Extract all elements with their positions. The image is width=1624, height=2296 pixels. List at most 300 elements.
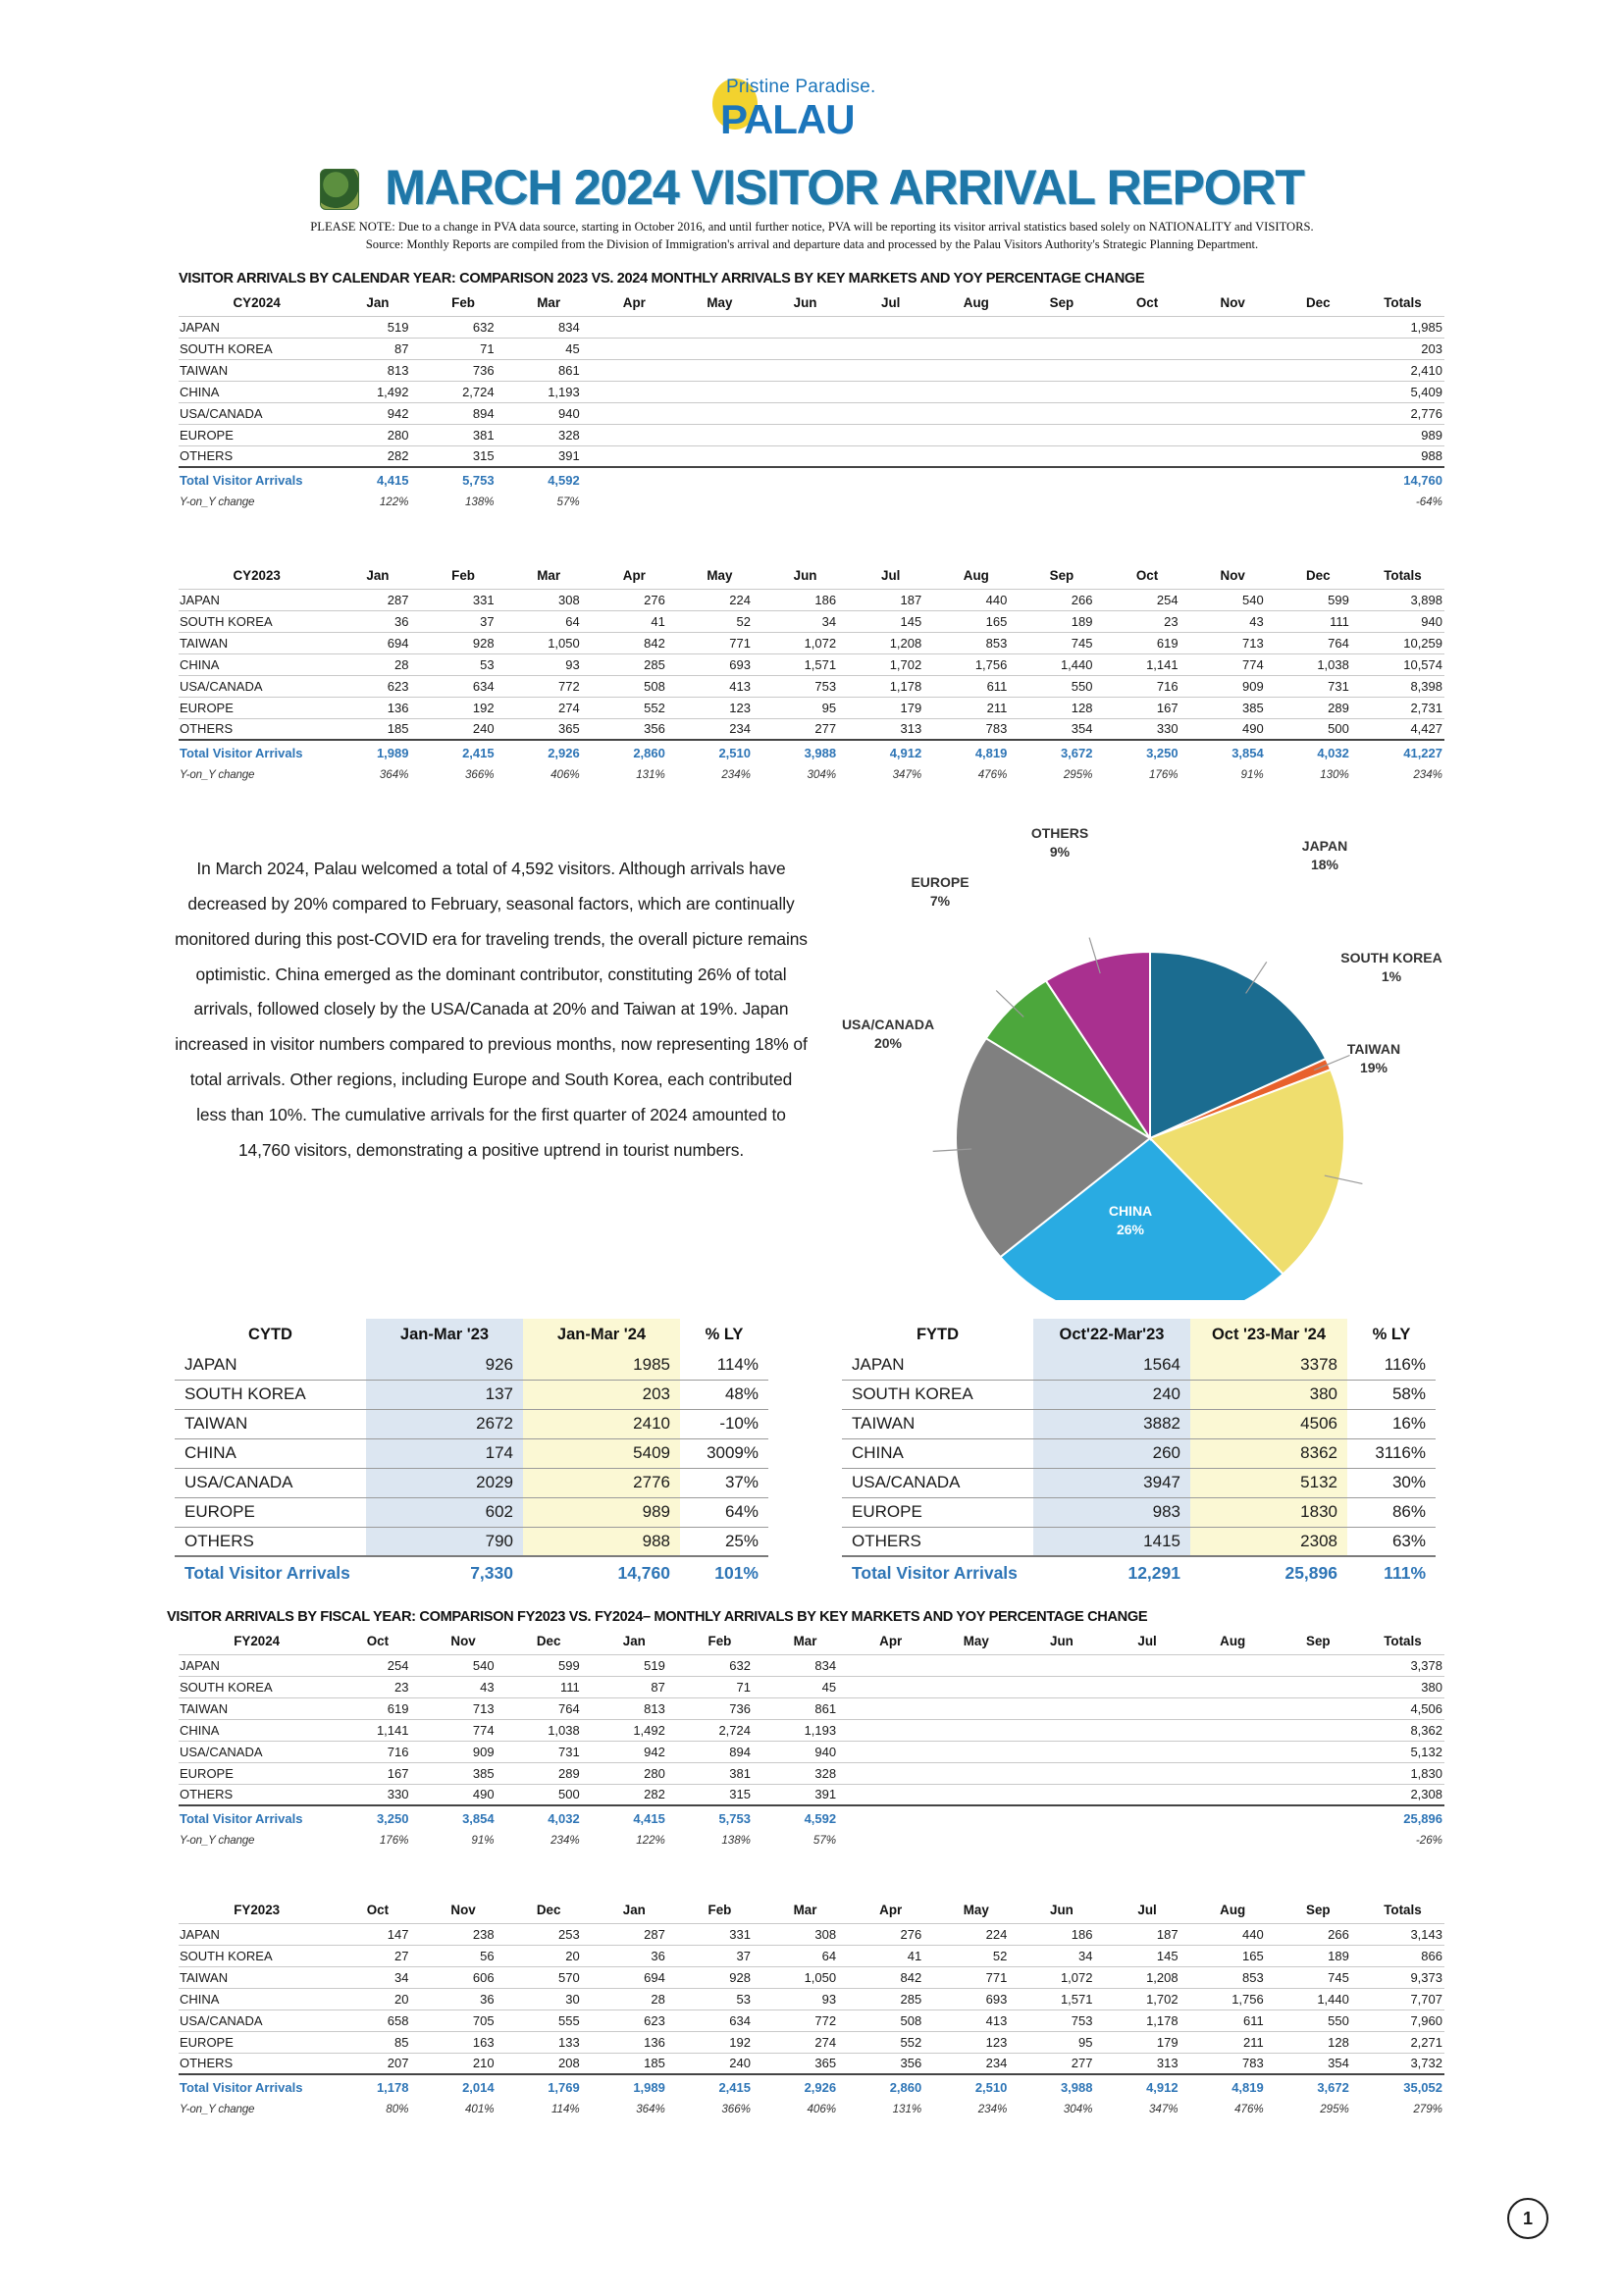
market-label: SOUTH KOREA (180, 1948, 273, 1963)
percent-ly-value: 25% (724, 1531, 759, 1550)
month-value: 57% (556, 495, 580, 508)
month-value: 4,912 (848, 740, 933, 763)
month-value: 80% (386, 2102, 409, 2115)
column-header-month: Aug (1220, 1903, 1246, 1918)
column-header-month: Oct (1135, 568, 1159, 584)
month-value: 599 (1328, 592, 1349, 607)
month-value: 308 (814, 1926, 837, 1942)
month-value (933, 359, 1019, 381)
month-value (848, 467, 933, 491)
table-row (179, 675, 1444, 697)
month-value: 234% (977, 2102, 1008, 2115)
month-value: 123 (985, 2034, 1008, 2050)
month-value: 276 (900, 1926, 922, 1942)
month-value: 114% (550, 2102, 580, 2115)
month-value: 266 (1328, 1926, 1349, 1942)
table-row (179, 2031, 1444, 2053)
month-value (1190, 381, 1276, 402)
pie-label-taiwan (1315, 1040, 1433, 1077)
month-value: 238 (472, 1926, 495, 1942)
month-value: 37 (480, 613, 495, 629)
month-value: 23 (1164, 613, 1179, 629)
month-value: 27 (394, 1948, 409, 1963)
month-value: 1,050 (804, 1969, 837, 1985)
month-value (1190, 402, 1276, 424)
month-value: 91% (471, 1833, 495, 1847)
month-value: 234 (985, 2056, 1008, 2071)
month-value (1019, 1762, 1104, 1784)
month-value: 772 (814, 2012, 837, 2028)
market-label: CHINA (180, 384, 220, 399)
month-value: 56 (480, 1948, 495, 1963)
month-value: 713 (1242, 635, 1264, 651)
market-label: JAPAN (180, 319, 220, 335)
month-value: 277 (1071, 2056, 1093, 2071)
column-header-month: Jul (881, 295, 901, 311)
month-value: 45 (821, 1679, 837, 1695)
column-header-month: Mar (793, 1903, 817, 1918)
market-share-pie-chart (824, 825, 1472, 1300)
month-value (933, 1829, 1019, 1851)
month-value: 192 (472, 700, 495, 715)
month-value: 186 (814, 592, 837, 607)
month-value: 406% (550, 767, 580, 781)
column-header-month: Feb (451, 568, 475, 584)
month-value (762, 338, 848, 359)
column-header-month: Oct (1135, 295, 1159, 311)
market-label: OTHERS (180, 448, 234, 464)
column-header-month: Mar (793, 1634, 817, 1649)
pie-label-name: EUROPE (911, 874, 969, 890)
row-total: 989 (1421, 427, 1442, 443)
month-value: 136 (644, 2034, 665, 2050)
column-header-month: Jul (1137, 1903, 1157, 1918)
market-label: CHINA (184, 1443, 236, 1462)
month-value: 611 (986, 678, 1008, 694)
column-header-month: Nov (450, 1903, 476, 1918)
row-total: 5,132 (1410, 1744, 1442, 1759)
month-value: 366% (464, 767, 495, 781)
row-total: 2,731 (1410, 700, 1442, 715)
month-value: 176% (379, 1833, 409, 1847)
row-label: Total Visitor Arrivals (179, 2074, 335, 2098)
column-header-previous: Oct'22-Mar'23 (1033, 1319, 1190, 1350)
month-value (848, 1654, 933, 1676)
month-value: 365 (558, 721, 580, 737)
month-value (1105, 1719, 1190, 1741)
month-value: 4,415 (592, 1805, 677, 1829)
month-value: 1,989 (592, 2074, 677, 2098)
month-value: 713 (472, 1700, 495, 1716)
row-total: 5,409 (1410, 384, 1442, 399)
month-value: 894 (729, 1744, 751, 1759)
month-value (1105, 1762, 1190, 1784)
previous-period-value: 174 (366, 1438, 523, 1468)
month-value: 36 (480, 1991, 495, 2007)
month-value: 2,014 (421, 2074, 506, 2098)
month-value: 330 (387, 1787, 409, 1802)
percent-ly-value: 3116% (1375, 1443, 1426, 1462)
month-value: 745 (1071, 635, 1093, 651)
month-value: 490 (1242, 721, 1264, 737)
column-header-month: Sep (1049, 295, 1074, 311)
month-value (592, 338, 677, 359)
month-value: 391 (558, 448, 580, 464)
row-total: 1,985 (1410, 319, 1442, 335)
month-value: 3,672 (1019, 740, 1104, 763)
column-header-month: Oct (366, 1634, 390, 1649)
market-label: OTHERS (180, 721, 234, 737)
month-value: 619 (1156, 635, 1179, 651)
month-value: 550 (1328, 2012, 1349, 2028)
column-header-month: May (963, 1903, 989, 1918)
month-value: 2,724 (462, 384, 495, 399)
column-header-totals: Totals (1384, 295, 1422, 311)
month-value (1019, 1654, 1104, 1676)
month-value (1019, 1829, 1104, 1851)
month-value (1276, 1805, 1361, 1829)
month-value: 3,250 (1105, 740, 1190, 763)
month-value: 1,193 (804, 1722, 837, 1738)
month-value: 128 (1328, 2034, 1349, 2050)
month-value: 123 (729, 700, 751, 715)
previous-period-value: 2029 (366, 1468, 523, 1497)
month-value (848, 359, 933, 381)
percent-ly-value: 64% (724, 1502, 759, 1521)
month-value: 28 (651, 1991, 665, 2007)
current-period-value: 380 (1190, 1380, 1347, 1409)
month-value: 240 (472, 721, 495, 737)
previous-period-value: 260 (1033, 1438, 1190, 1468)
table-row (179, 1784, 1444, 1805)
page-number: 1 (1507, 2198, 1548, 2239)
row-total: 41,227 (1361, 740, 1444, 763)
month-value: 253 (558, 1926, 580, 1942)
month-value: 23 (394, 1679, 409, 1695)
row-label: Total Visitor Arrivals (179, 740, 335, 763)
market-label: USA/CANADA (184, 1473, 293, 1491)
month-value: 308 (558, 592, 580, 607)
month-value: 4,415 (335, 467, 420, 491)
current-period-total: 25,896 (1190, 1556, 1347, 1590)
month-value: 736 (729, 1700, 751, 1716)
table-row (179, 653, 1444, 675)
month-value: 909 (1242, 678, 1264, 694)
month-value (762, 359, 848, 381)
row-total: -64% (1415, 495, 1442, 508)
month-value: 365 (814, 2056, 837, 2071)
month-value: 928 (729, 1969, 751, 1985)
month-value (848, 1741, 933, 1762)
table-row (175, 1497, 768, 1527)
table-row (175, 1468, 768, 1497)
month-value: 552 (900, 2034, 922, 2050)
month-value: 406% (807, 2102, 837, 2115)
month-value: 167 (387, 1765, 409, 1781)
month-value: 391 (814, 1787, 837, 1802)
month-value: 282 (387, 448, 409, 464)
month-value: 30 (565, 1991, 580, 2007)
month-value (592, 491, 677, 512)
month-value: 224 (729, 592, 751, 607)
row-total: 279% (1413, 2102, 1442, 2115)
cy2023-table (179, 567, 1444, 785)
column-header-month: Jul (881, 568, 901, 584)
month-value: 783 (1242, 2056, 1264, 2071)
month-value (1190, 1654, 1276, 1676)
market-label: TAIWAN (180, 1969, 229, 1985)
month-value: 95 (821, 700, 837, 715)
month-value: 138% (721, 1833, 751, 1847)
current-period-value: 5409 (523, 1438, 680, 1468)
month-value: 490 (472, 1787, 495, 1802)
month-value: 611 (1243, 2012, 1264, 2028)
month-value (933, 424, 1019, 445)
month-value (1019, 1784, 1104, 1805)
month-value (1019, 1741, 1104, 1762)
table-row (179, 1676, 1444, 1697)
total-visitor-arrivals-row (179, 740, 1444, 763)
current-period-value: 988 (523, 1527, 680, 1556)
table-header-row (179, 567, 1444, 589)
month-value: 942 (387, 405, 409, 421)
month-value: 313 (900, 721, 922, 737)
column-header-month: Dec (1306, 295, 1331, 311)
month-value: 186 (1071, 1926, 1093, 1942)
table-row (179, 424, 1444, 445)
market-label: OTHERS (852, 1531, 921, 1550)
month-value: 280 (387, 427, 409, 443)
month-value: 57% (812, 1833, 837, 1847)
pie-label-name: TAIWAN (1346, 1041, 1401, 1057)
month-value (1105, 402, 1190, 424)
market-label: USA/CANADA (180, 405, 263, 421)
month-value: 45 (565, 340, 580, 356)
column-header-month: Aug (963, 568, 989, 584)
month-value: 909 (472, 1744, 495, 1759)
table-row (179, 316, 1444, 338)
month-value (762, 491, 848, 512)
column-header-month: Jun (793, 568, 817, 584)
month-value (1190, 445, 1276, 467)
month-value (592, 359, 677, 381)
table-corner-label: FYTD (916, 1325, 960, 1343)
month-value: 295% (1320, 2102, 1349, 2115)
month-value: 3,854 (1190, 740, 1276, 763)
table-row (179, 1988, 1444, 2009)
row-label: Total Visitor Arrivals (175, 1556, 366, 1590)
table-corner-label: CYTD (248, 1325, 292, 1343)
month-value (848, 1697, 933, 1719)
month-value (933, 1654, 1019, 1676)
month-value (1276, 1741, 1361, 1762)
table-row (179, 1697, 1444, 1719)
market-label: OTHERS (184, 1531, 254, 1550)
month-value: 753 (814, 678, 837, 694)
month-value: 331 (472, 592, 495, 607)
month-value: 145 (900, 613, 922, 629)
month-value: 3,988 (1019, 2074, 1104, 2098)
month-value: 185 (387, 721, 409, 737)
month-value (1019, 1719, 1104, 1741)
row-total: 380 (1421, 1679, 1442, 1695)
month-value (1276, 1784, 1361, 1805)
month-value: 4,819 (1190, 2074, 1276, 2098)
table-row (179, 445, 1444, 467)
market-label: USA/CANADA (180, 678, 263, 694)
current-period-value: 203 (523, 1380, 680, 1409)
table-row (842, 1497, 1436, 1527)
month-value: 2,415 (421, 740, 506, 763)
percent-ly-value: 116% (1384, 1354, 1426, 1374)
month-value (848, 445, 933, 467)
month-value: 304% (807, 767, 837, 781)
month-value: 634 (729, 2012, 751, 2028)
pie-label-others (1001, 824, 1119, 861)
month-value: 2,926 (506, 740, 592, 763)
table-row (179, 1741, 1444, 1762)
table-row (179, 381, 1444, 402)
percent-ly-value: 86% (1391, 1502, 1426, 1521)
month-value (1276, 402, 1361, 424)
row-total: 940 (1421, 613, 1442, 629)
month-value: 364% (379, 767, 409, 781)
fiscal-section-heading: VISITOR ARRIVALS BY FISCAL YEAR: COMPARISON FY2023 VS. FY2024– MONTHLY ARRIVALS BY KEY MARKETS AND YOY PERCENTAGE CHANGE (167, 1609, 1148, 1625)
month-value: 93 (565, 656, 580, 672)
logo-wordmark: PALAU (720, 96, 855, 142)
current-period-total: 14,760 (523, 1556, 680, 1590)
month-value: 1,702 (889, 656, 922, 672)
row-total: 3,378 (1410, 1657, 1442, 1673)
month-value (1276, 359, 1361, 381)
month-value: 783 (985, 721, 1008, 737)
column-header-month: Apr (622, 568, 646, 584)
month-value: 187 (900, 592, 922, 607)
month-value: 328 (814, 1765, 837, 1781)
month-value: 764 (1328, 635, 1349, 651)
row-total: 2,410 (1410, 362, 1442, 378)
table-row (179, 610, 1444, 632)
month-value: 834 (814, 1657, 837, 1673)
month-value (933, 467, 1019, 491)
month-value (1190, 1741, 1276, 1762)
month-value (848, 402, 933, 424)
month-value: 234% (721, 767, 751, 781)
column-header-percent-ly: % LY (1372, 1325, 1411, 1343)
month-value (1019, 359, 1104, 381)
month-value (677, 491, 762, 512)
month-value (1019, 491, 1104, 512)
pie-label-name: JAPAN (1301, 838, 1348, 854)
month-value (848, 1805, 933, 1829)
month-value: 34 (394, 1969, 409, 1985)
month-value: 1,193 (548, 384, 580, 399)
month-value: 508 (900, 2012, 922, 2028)
month-value (1276, 1829, 1361, 1851)
month-value: 623 (387, 678, 409, 694)
month-value: 87 (651, 1679, 665, 1695)
month-value: 277 (814, 721, 837, 737)
page-title: MARCH 2024 VISITOR ARRIVAL REPORT (385, 160, 1304, 215)
market-label: EUROPE (180, 1765, 234, 1781)
table-row (175, 1350, 768, 1380)
row-total: 25,896 (1361, 1805, 1444, 1829)
row-total: 3,732 (1410, 2056, 1442, 2071)
month-value (762, 316, 848, 338)
pie-label-usa-canada (814, 1016, 962, 1053)
market-label: USA/CANADA (852, 1473, 961, 1491)
row-label: Y-on_Y change (180, 767, 255, 781)
row-total: 988 (1421, 448, 1442, 464)
column-header-percent-ly: % LY (705, 1325, 744, 1343)
month-value: 167 (1156, 700, 1179, 715)
month-value (677, 381, 762, 402)
month-value: 274 (814, 2034, 837, 2050)
percent-ly-value: 58% (1391, 1384, 1426, 1403)
month-value (1276, 424, 1361, 445)
column-header-month: Sep (1306, 1903, 1331, 1918)
month-value: 2,860 (848, 2074, 933, 2098)
column-header-month: May (963, 1634, 989, 1649)
month-value (592, 424, 677, 445)
month-value (1019, 402, 1104, 424)
pie-label-name: OTHERS (1030, 825, 1089, 841)
market-label: JAPAN (180, 592, 220, 607)
month-value (677, 467, 762, 491)
month-value: 28 (394, 656, 409, 672)
previous-period-total: 12,291 (1033, 1556, 1190, 1590)
month-value (1105, 1654, 1190, 1676)
month-value: 211 (1243, 2034, 1264, 2050)
month-value: 508 (644, 678, 665, 694)
fy2024-table (179, 1633, 1444, 1851)
month-value: 295% (1063, 767, 1093, 781)
percent-ly-total: 101% (680, 1556, 768, 1590)
market-label: CHINA (180, 1991, 220, 2007)
total-visitor-arrivals-row (179, 467, 1444, 491)
row-label: Y-on_Y change (180, 495, 255, 508)
month-value: 834 (558, 319, 580, 335)
month-value: 53 (480, 656, 495, 672)
market-label: OTHERS (180, 1787, 234, 1802)
month-value (1190, 424, 1276, 445)
table-row (175, 1527, 768, 1556)
month-value: 2,415 (677, 2074, 762, 2098)
column-header-month: Dec (1306, 568, 1331, 584)
row-total: 7,960 (1410, 2012, 1442, 2028)
month-value: 476% (977, 767, 1008, 781)
row-total: 8,362 (1410, 1722, 1442, 1738)
month-value: 693 (985, 1991, 1008, 2007)
month-value (1190, 1719, 1276, 1741)
month-value (1019, 316, 1104, 338)
month-value: 623 (644, 2012, 665, 2028)
pie-label-percent: 18% (1310, 856, 1339, 872)
month-value: 71 (736, 1679, 751, 1695)
table-row (179, 1945, 1444, 1966)
row-label: Y-on_Y change (180, 2102, 255, 2115)
previous-period-value: 983 (1033, 1497, 1190, 1527)
month-value: 928 (472, 635, 495, 651)
current-period-value: 2308 (1190, 1527, 1347, 1556)
month-value (762, 467, 848, 491)
current-period-value: 1985 (523, 1350, 680, 1380)
month-value: 3,672 (1276, 2074, 1361, 2098)
month-value: 37 (736, 1948, 751, 1963)
month-value: 519 (387, 319, 409, 335)
month-value (1105, 1805, 1190, 1829)
market-label: SOUTH KOREA (852, 1384, 973, 1403)
